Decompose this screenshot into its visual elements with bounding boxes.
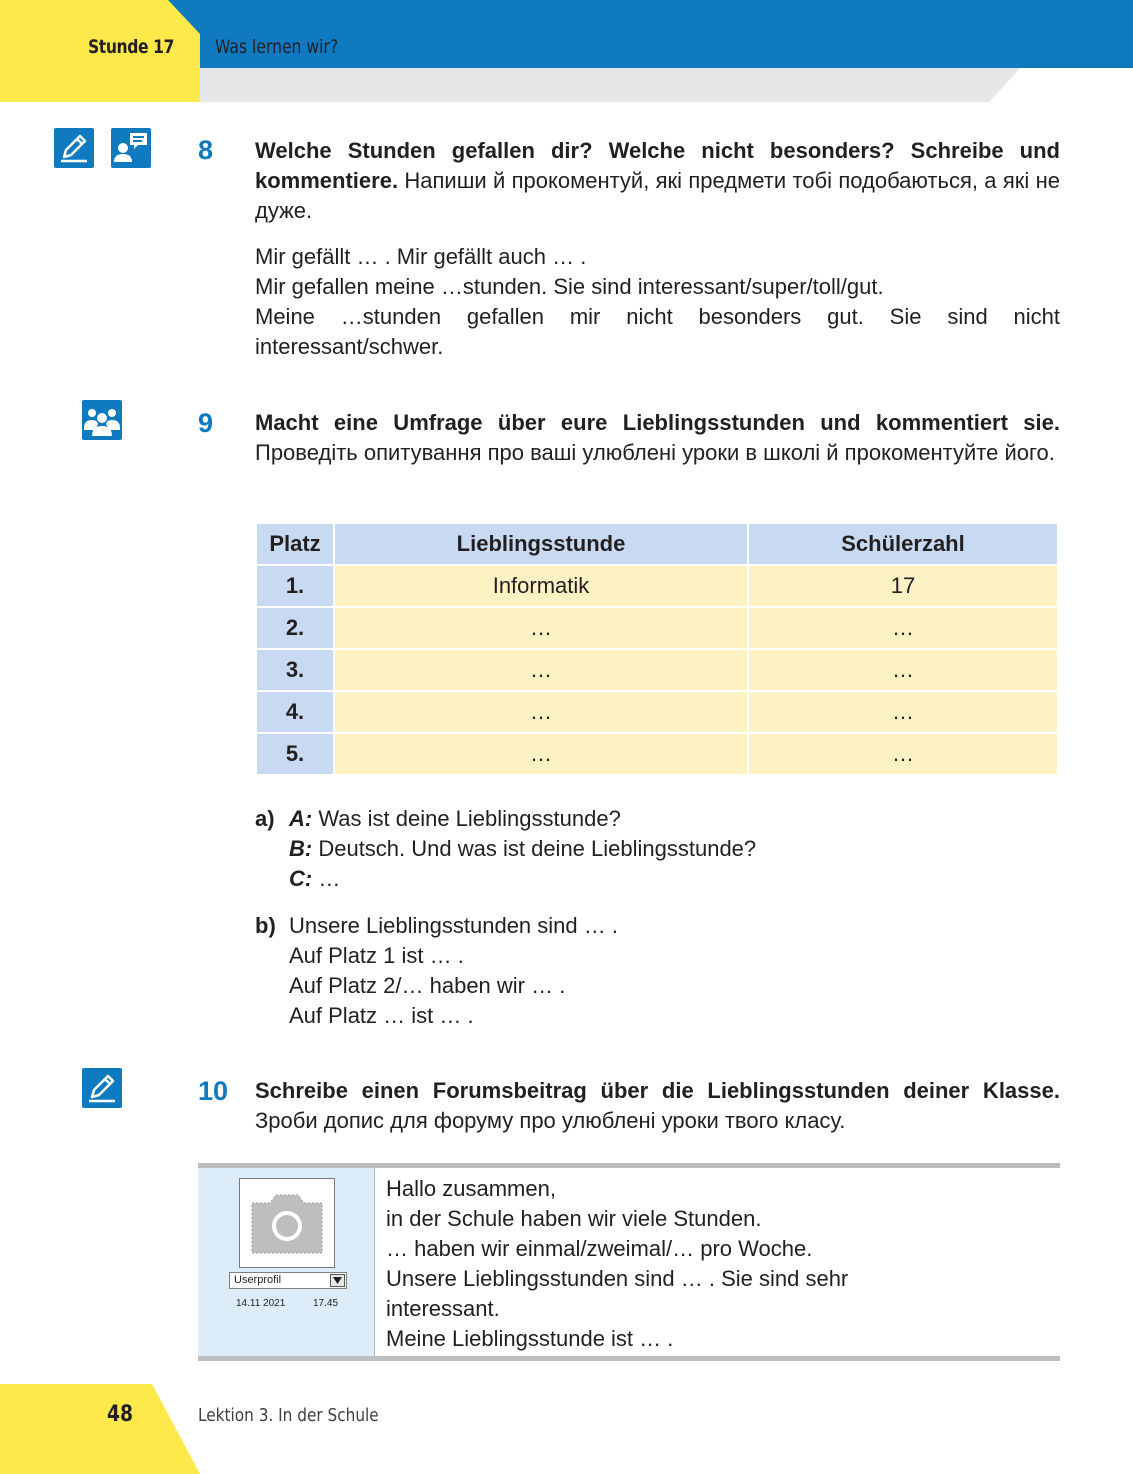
task8-line: interessant/schwer. <box>255 334 444 359</box>
phrase-line: Auf Platz 1 ist … . <box>289 943 464 968</box>
dialog-text: … <box>312 866 341 891</box>
table-row <box>256 607 1058 649</box>
profile-label: Userprofil <box>234 1274 282 1286</box>
footer-tab <box>0 1384 200 1474</box>
forum-line: in der Schule haben wir viele Stunden. <box>386 1206 762 1231</box>
chevron-down-icon[interactable] <box>330 1274 345 1287</box>
task9-instruction-ua: Проведіть опитування про ваші улюблені уроки в школі й прокоментуйте його. <box>255 440 1055 465</box>
table-row <box>256 649 1058 691</box>
forum-line: … haben wir einmal/zweimal/… pro Woche. <box>386 1236 813 1261</box>
table-cell: … <box>334 649 748 691</box>
task8-instruction-ua: Напиши й прокоментуй, які предмети тобі подобаються, а які не дуже. <box>255 168 1060 223</box>
task8-line: Mir gefallen meine …stunden. Sie sind interessant/super/toll/gut. <box>255 274 884 299</box>
lesson-label: Stunde 17 <box>88 36 174 58</box>
post-time: 17.45 <box>313 1298 339 1309</box>
dialog-text: Was ist deine Lieblingsstunde? <box>312 806 621 831</box>
dialog-line <box>289 804 621 834</box>
forum-line: Hallo zusammen, <box>386 1176 556 1201</box>
dialog-text: Deutsch. Und was ist deine Lieblingsstunde? <box>312 836 757 861</box>
part-a-label: a) <box>255 806 275 831</box>
column-header: Schülerzahl <box>748 523 1058 565</box>
table-row <box>256 565 1058 607</box>
post-date: 14.11 2021 <box>236 1298 286 1309</box>
page-number: 48 <box>107 1402 134 1427</box>
group-icon <box>82 400 122 440</box>
table-header-row <box>256 523 1058 565</box>
camera-icon <box>240 1179 334 1267</box>
table-cell: … <box>748 649 1058 691</box>
task8-line: Meine …stunden gefallen mir nicht besonders gut. Sie sind nicht <box>255 304 1060 329</box>
footer-text: Lektion 3. In der Schule <box>198 1405 379 1426</box>
table-row <box>256 733 1058 775</box>
table-cell: 4. <box>256 691 334 733</box>
task10-instruction-ua: Зроби допис для форуму про улюблені уроки твого класу. <box>255 1108 846 1133</box>
task8-line: Mir gefällt … . Mir gefällt auch … . <box>255 244 587 269</box>
table-cell: 17 <box>748 565 1058 607</box>
forum-line: Meine Lieblingsstunde ist … . <box>386 1326 674 1351</box>
speaker-label: A: <box>289 806 313 831</box>
task10-instruction-bold: Schreibe einen Forumsbeitrag über die Lieblingsstunden deiner Klasse. <box>255 1078 1060 1103</box>
avatar <box>239 1178 335 1268</box>
forum-bottom-border <box>198 1356 1060 1361</box>
page-title: Was lernen wir? <box>215 36 339 58</box>
survey-table <box>255 522 1059 776</box>
dialog-line <box>289 834 756 864</box>
table-cell: Informatik <box>334 565 748 607</box>
task8-instruction <box>255 136 1060 226</box>
task10-instruction <box>255 1076 1060 1136</box>
table-cell: … <box>334 691 748 733</box>
table-cell: 1. <box>256 565 334 607</box>
column-header: Platz <box>256 523 334 565</box>
table-cell: … <box>748 691 1058 733</box>
speaker-label: C: <box>289 866 313 891</box>
pencil-icon <box>54 128 94 168</box>
task9-instruction <box>255 408 1060 468</box>
task-number: 9 <box>198 408 214 438</box>
task9-instruction-bold: Macht eine Umfrage über eure Lieblingsstunden und kommentiert sie. <box>255 410 1060 435</box>
table-cell: … <box>334 607 748 649</box>
table-cell: 2. <box>256 607 334 649</box>
column-header: Lieblingsstunde <box>334 523 748 565</box>
table-cell: … <box>748 607 1058 649</box>
forum-line: Unsere Lieblingsstunden sind … . Sie sind sehr <box>386 1266 849 1291</box>
task8-instruction-bold: Welche Stunden gefallen dir? Welche nicht besonders? Schreibe und kommentiere. <box>255 138 1060 193</box>
forum-line: interessant. <box>386 1296 500 1321</box>
table-cell: … <box>334 733 748 775</box>
user-profile-select[interactable] <box>229 1272 347 1289</box>
pencil-icon <box>82 1068 122 1108</box>
speech-person-icon <box>111 128 151 168</box>
task-number: 8 <box>198 135 214 165</box>
speaker-label: B: <box>289 836 313 861</box>
table-row <box>256 691 1058 733</box>
phrase-line: Unsere Lieblingsstunden sind … . <box>289 913 618 938</box>
table-cell: 3. <box>256 649 334 691</box>
table-cell: 5. <box>256 733 334 775</box>
task-number: 10 <box>198 1076 229 1106</box>
table-cell: … <box>748 733 1058 775</box>
phrase-line: Auf Platz 2/… haben wir … . <box>289 973 566 998</box>
dialog-line <box>289 864 340 894</box>
part-b-label: b) <box>255 913 276 938</box>
phrase-line: Auf Platz … ist … . <box>289 1003 474 1028</box>
